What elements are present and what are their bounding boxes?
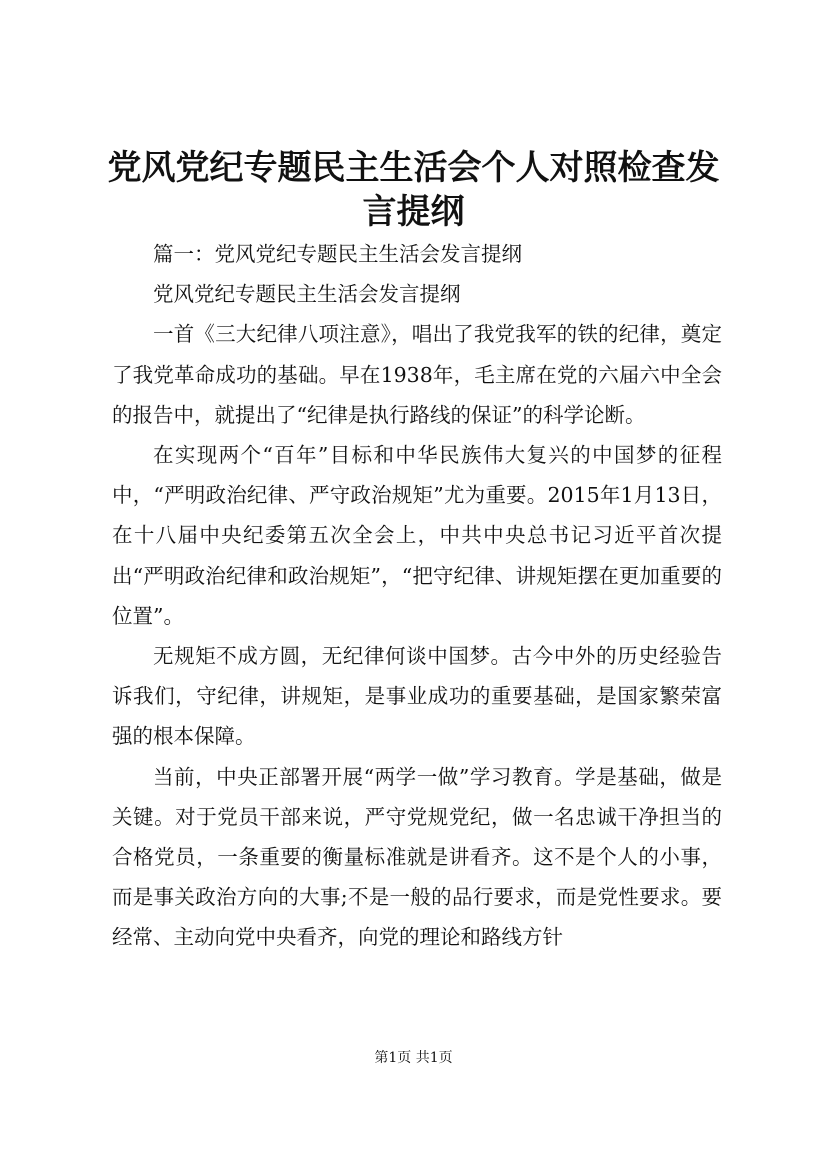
page-footer: 第1页 共1页 xyxy=(374,1050,453,1066)
paragraph: 篇一：党风党纪专题民主生活会发言提纲 xyxy=(153,242,522,266)
paragraph: 当前，中央正部署开展“两学一做”学习教育。学是基础，做是关键。对于党员干部来说，严守党规党纪，做一名忠诚干净担当的合格党员，一条重要的衡量标准就是讲看齐。这不是个人的小事，而是事关政治方向的大事;不是一般的品行要求，而是党性要求。要经常、主动向党中央看齐，向党的理论和路线方针 xyxy=(112,764,722,950)
document-title: 党风党纪专题民主生活会个人对照检查发言提纲 xyxy=(107,148,720,232)
document-body xyxy=(112,234,722,958)
paragraph: 在实现两个“百年”目标和中华民族伟大复兴的中国梦的征程中，“严明政治纪律、严守政治规矩”尤为重要。2015年1月13日，在十八届中央纪委第五次全会上，中共中央总书记习近平首次提出“严明政治纪律和政治规矩”，“把守纪律、讲规矩摆在更加重要的位置”。 xyxy=(112,443,722,628)
paragraph: 一首《三大纪律八项注意》，唱出了我党我军的铁的纪律，奠定了我党革命成功的基础。早在1938年，毛主席在党的六届六中全会的报告中，就提出了“纪律是执行路线的保证”的科学论断。 xyxy=(112,322,722,427)
paragraph: 无规矩不成方圆，无纪律何谈中国梦。古今中外的历史经验告诉我们，守纪律，讲规矩，是事业成功的重要基础，是国家繁荣富强的根本保障。 xyxy=(112,644,722,749)
paragraph: 党风党纪专题民主生活会发言提纲 xyxy=(153,282,461,307)
